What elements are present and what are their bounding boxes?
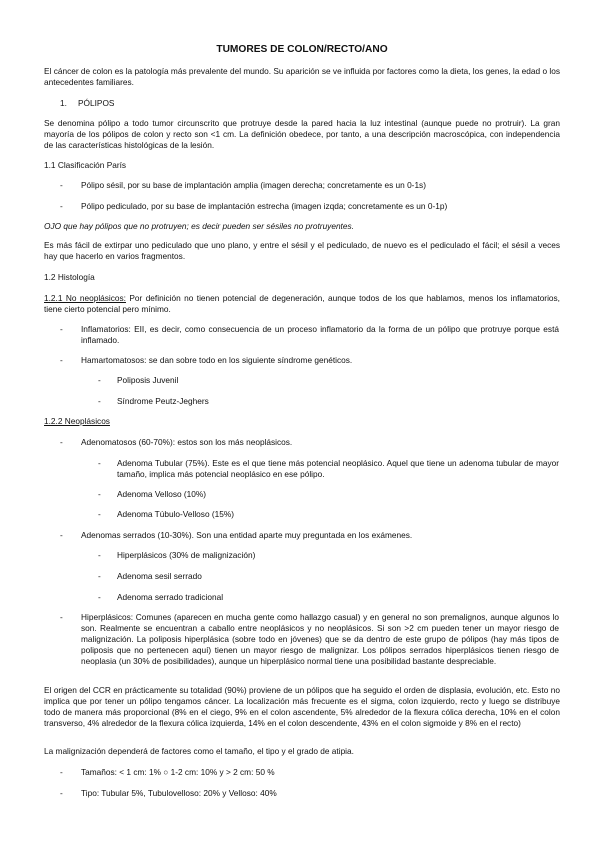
- neoplasicos-heading: 1.2.2 Neoplásicos: [44, 416, 110, 426]
- heading-1-1: 1.1 Clasificación París: [44, 160, 127, 170]
- bullet-dash: -: [98, 396, 101, 406]
- bullet-dash: -: [60, 180, 63, 190]
- paris-item-pediculado: Pólipo pediculado, por su base de implantación estrecha (imagen izqda; concretamente es un 0-1p): [81, 201, 448, 211]
- bullet-dash: -: [60, 767, 63, 777]
- bullet-dash: -: [60, 788, 63, 798]
- bullet-dash: -: [98, 375, 101, 385]
- bullet-dash: -: [98, 489, 101, 499]
- hiperplasicos-item: Hiperplásicos: Comunes (aparecen en mucha gente como hallazgo casual) y en general no son premalignos, aunque algunos lo son. Realmente se encuentran a caballo entre neoplásicos y no neoplásicos. Si son >2 cm pueden tener un mayor riesgo de malignización. La poliposis hiperplásica (sobre todo en jóvenes) que se da dentro de este grupo de pólipos (hay más tipos de poliposis que no pertenecen aquí) tienen un mayor riesgo de malignizar. Los pólipos serrados hiperplásicos tienen riesgo de neoplasia (un 30% de posibilidades), aunque un hiperplásico normal tiene una posibilidad bastante despreciable.: [81, 612, 559, 666]
- bullet-dash: -: [98, 571, 101, 581]
- ojo-note: OJO que hay pólipos que no protruyen; es decir pueden ser sésiles no protruyentes.: [44, 221, 354, 231]
- bullet-dash: -: [98, 509, 101, 519]
- serrados-item: Adenomas serrados (10-30%). Son una entidad aparte muy preguntada en los exámenes.: [81, 530, 413, 540]
- serrado-subitem: Adenoma sesil serrado: [117, 571, 202, 581]
- section-1-heading: PÓLIPOS: [78, 98, 115, 108]
- section-1-number: 1.: [60, 98, 67, 108]
- bullet-dash: -: [60, 612, 63, 622]
- factor-item-tipo: Tipo: Tubular 5%, Tubulovelloso: 20% y Velloso: 40%: [81, 788, 277, 798]
- bullet-dash: -: [60, 437, 63, 447]
- bullet-dash: -: [98, 458, 101, 468]
- paris-item-sesil: Pólipo sésil, por su base de implantación amplia (imagen derecha; concretamente es un 0-1s): [81, 180, 426, 190]
- factor-item-tamanos: Tamaños: < 1 cm: 1% ○ 1-2 cm: 10% y > 2 cm: 50 %: [81, 767, 275, 777]
- adenoma-velloso-item: Adenoma Velloso (10%): [117, 489, 207, 499]
- intro-paragraph: El cáncer de colon es la patología más prevalente del mundo. Su aparición se ve influida por factores como la dieta, los genes, la edad o los antecedentes familiares.: [44, 66, 560, 87]
- sindrome-item: Poliposis Juvenil: [117, 375, 179, 385]
- serrado-subitem: Hiperplásicos (30% de malignización): [117, 550, 256, 560]
- bullet-dash: -: [60, 355, 63, 365]
- no-neoplasicos-label: 1.2.1 No neoplásicos:: [44, 293, 126, 303]
- malignizacion-paragraph: La malignización dependerá de factores como el tamaño, el tipo y el grado de atipia.: [44, 746, 354, 756]
- bullet-dash: -: [98, 592, 101, 602]
- no-neoplasicos-text: Por definición no tienen potencial de degeneración, aunque todos de los que hablamos, menos los inflamatorios, tiene cierto potencial pero mínimo.: [44, 293, 560, 314]
- adenomatosos-item: Adenomatosos (60-70%): estos son los más neoplásicos.: [81, 437, 293, 447]
- bullet-dash: -: [60, 324, 63, 334]
- serrado-subitem: Adenoma serrado tradicional: [117, 592, 224, 602]
- sindrome-item: Síndrome Peutz-Jeghers: [117, 396, 209, 406]
- origen-paragraph: El origen del CCR en prácticamente su totalidad (90%) proviene de un pólipos que ha seguido el orden de displasia, evolución, etc. Esto no implica que por tener un pólipo tengamos cáncer. La localización más frecuente es el sigma, colon izquierdo, recto y luego se distribuye todo de manera más proporcional (8% en el ciego, 9% en el colon ascendente, 5% alrededor de la flexura cólica derecha, 10% en el colon transverso, 4% alrededor de la flexura cólica izquierda, 14% en el colon descendente, 43% en el colon sigmoide y 8% en el recto): [44, 685, 560, 728]
- bullet-dash: -: [60, 201, 63, 211]
- adenoma-tubulo-velloso-item: Adenoma Túbulo-Velloso (15%): [117, 509, 234, 519]
- hamartomatosos-item: Hamartomatosos: se dan sobre todo en los siguiente síndrome genéticos.: [81, 355, 353, 365]
- no-neoplasicos-paragraph: [44, 293, 560, 315]
- document-title: TUMORES DE COLON/RECTO/ANO: [216, 44, 388, 55]
- heading-1-2: 1.2 Histología: [44, 272, 95, 282]
- adenoma-tubular-item: Adenoma Tubular (75%). Este es el que tiene más potencial neoplásico. Aquel que tiene un adenoma tubular de mayor tamaño, implica más potencial neoplásico en ese pólipo.: [117, 458, 559, 479]
- extirpar-paragraph: Es más fácil de extirpar uno pediculado que uno plano, y entre el sésil y el pediculado, de nuevo es el pediculado el fácil; el sésil a veces hay que hacerlo en varios fragmentos.: [44, 240, 560, 261]
- inflamatorios-item: Inflamatorios: EII, es decir, como consecuencia de un proceso inflamatorio da la forma de un pólipo que protruye porque está inflamado.: [81, 324, 559, 345]
- bullet-dash: -: [98, 550, 101, 560]
- polipos-definition: Se denomina pólipo a todo tumor circunscrito que protruye desde la pared hacia la luz intestinal (aunque puede no protruir). La gran mayoría de los pólipos de colon y recto son <1 cm. La definición obedece, por tanto, a una descripción macroscópica, con independencia de las características histológicas de la lesión.: [44, 118, 560, 150]
- bullet-dash: -: [60, 530, 63, 540]
